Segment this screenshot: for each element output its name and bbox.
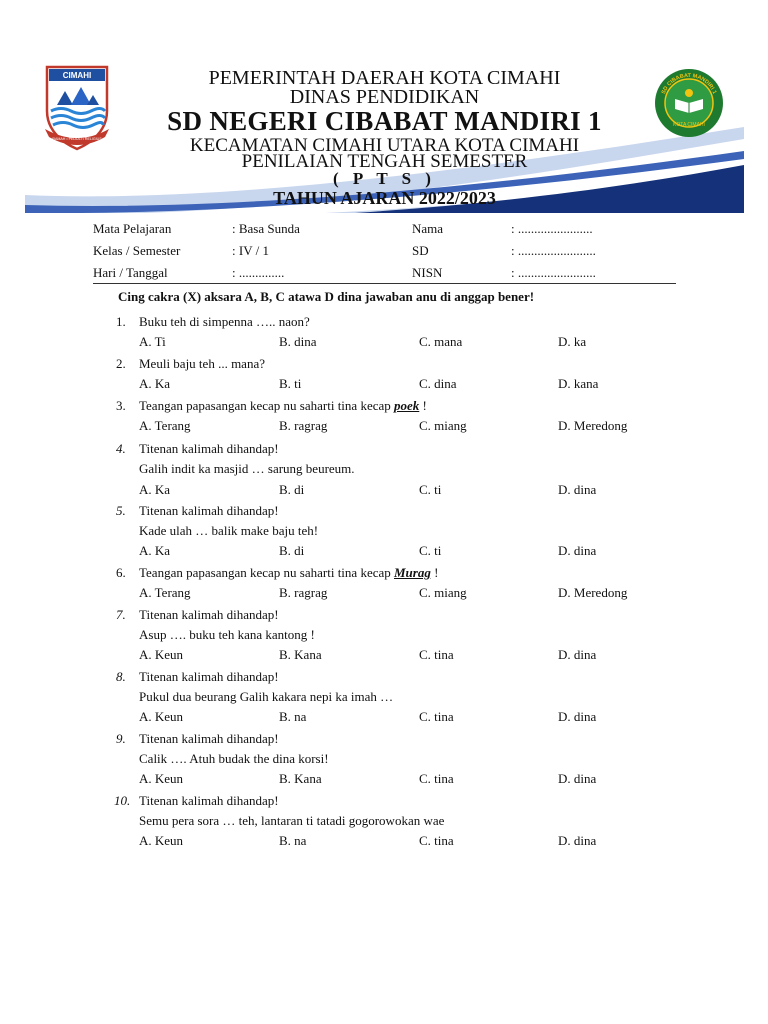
letterhead (25, 55, 744, 213)
question-sentence: Asup …. buku teh kana kantong ! (139, 627, 315, 642)
option-d[interactable]: D. dina (558, 482, 597, 497)
question-prompt: Teangan papasangan kecap nu saharti tina kecap (139, 398, 394, 413)
question-5 (116, 503, 676, 563)
logo-right-top-text: SD CIBABAT MANDIRI 1 (660, 72, 718, 96)
option-b[interactable]: B. ti (279, 376, 302, 391)
school-label: SD (412, 243, 429, 258)
option-d[interactable]: D. dina (558, 833, 597, 848)
question-sentence: Kade ulah … balik make baju teh! (139, 523, 319, 538)
answer-options (116, 585, 676, 605)
question-number: 3. (116, 398, 126, 413)
logo-right-bottom-text: KOTA CIMAHI (673, 122, 705, 128)
option-c[interactable]: C. tina (419, 709, 454, 724)
info-row-class (93, 243, 676, 265)
keyword: poek (394, 398, 420, 413)
question-4 (116, 441, 676, 502)
option-a[interactable]: A. Ti (139, 334, 166, 349)
subject-label: Mata Pelajaran (93, 221, 172, 236)
question-number: 9. (116, 731, 126, 746)
option-b[interactable]: B. ragrag (279, 418, 328, 433)
question-prompt: Teangan papasangan kecap nu saharti tina kecap (139, 565, 394, 580)
question-text: Titenan kalimah dihandap! (139, 503, 279, 518)
option-c[interactable]: C. tina (419, 647, 454, 662)
option-b[interactable]: B. na (279, 833, 307, 848)
question-9 (116, 731, 676, 791)
district-name: KECAMATAN CIMAHI UTARA KOTA CIMAHI (189, 135, 580, 156)
question-text: Meuli baju teh ... mana? (139, 356, 265, 371)
question-text: Titenan kalimah dihandap! (139, 793, 279, 808)
answer-options (116, 482, 676, 502)
divider-line (93, 283, 676, 284)
question-2 (116, 356, 676, 396)
nisn-label: NISN (412, 265, 443, 280)
option-a[interactable]: A. Terang (139, 585, 191, 600)
option-d[interactable]: D. Meredong (558, 585, 628, 600)
question-number: 10. (114, 793, 131, 808)
question-text: Buku teh di simpenna ….. naon? (139, 314, 310, 329)
option-c[interactable]: C. mana (419, 334, 463, 349)
question-text: Titenan kalimah dihandap! (139, 607, 279, 622)
class-value: : IV / 1 (232, 243, 269, 258)
question-number: 7. (116, 607, 126, 622)
option-b[interactable]: B. Kana (279, 771, 322, 786)
question-text: Titenan kalimah dihandap! (139, 731, 279, 746)
answer-options (116, 709, 676, 729)
question-number: 6. (116, 565, 126, 580)
logo-left-title: CIMAHI (62, 71, 92, 80)
question-number: 4. (116, 441, 126, 456)
school-name: SD NEGERI CIBABAT MANDIRI 1 (167, 106, 602, 136)
question-text: Titenan kalimah dihandap! (139, 441, 279, 456)
option-a[interactable]: A. Ka (139, 376, 171, 391)
date-field[interactable]: : .............. (232, 265, 285, 280)
subject-value: : Basa Sunda (232, 221, 300, 236)
class-label: Kelas / Semester (93, 243, 181, 258)
option-a[interactable]: A. Ka (139, 482, 171, 497)
government-name: PEMERINTAH DAERAH KOTA CIMAHI (208, 67, 561, 89)
option-c[interactable]: C. ti (419, 543, 442, 558)
question-3 (116, 398, 676, 438)
option-b[interactable]: B. Kana (279, 647, 322, 662)
option-a[interactable]: A. Ka (139, 543, 171, 558)
option-b[interactable]: B. di (279, 482, 305, 497)
keyword: Murag (394, 565, 431, 580)
question-suffix: ! (419, 398, 427, 413)
option-b[interactable]: B. ragrag (279, 585, 328, 600)
exam-title: PENILAIAN TENGAH SEMESTER (241, 151, 528, 172)
option-b[interactable]: B. di (279, 543, 305, 558)
question-number: 2. (116, 356, 126, 371)
option-b[interactable]: B. na (279, 709, 307, 724)
student-info (93, 221, 676, 287)
option-d[interactable]: D. Meredong (558, 418, 628, 433)
answer-options (116, 418, 676, 438)
school-field[interactable]: : ........................ (511, 243, 596, 258)
option-c[interactable]: C. tina (419, 771, 454, 786)
question-number: 1. (116, 314, 126, 329)
question-text (139, 398, 676, 418)
option-c[interactable]: C. ti (419, 482, 442, 497)
name-label: Nama (412, 221, 444, 236)
option-c[interactable]: C. miang (419, 585, 467, 600)
option-d[interactable]: D. dina (558, 543, 597, 558)
option-d[interactable]: D. dina (558, 771, 597, 786)
option-c[interactable]: C. tina (419, 833, 454, 848)
question-text: Titenan kalimah dihandap! (139, 669, 279, 684)
question-sentence: Semu pera sora … teh, lantaran ti tatadi gogorowokan wae (139, 813, 445, 828)
date-label: Hari / Tanggal (93, 265, 168, 280)
question-6 (116, 565, 676, 605)
instructions: Cing cakra (X) aksara A, B, C atawa D dina jawaban anu di anggap bener! (118, 289, 535, 304)
option-c[interactable]: C. dina (419, 376, 457, 391)
answer-options (116, 543, 676, 563)
question-1 (116, 314, 676, 354)
option-d[interactable]: D. dina (558, 647, 597, 662)
academic-year: TAHUN AJARAN 2022/2023 (273, 188, 496, 208)
option-d[interactable]: D. ka (558, 334, 587, 349)
question-suffix: ! (430, 565, 439, 580)
option-a[interactable]: A. Keun (139, 833, 184, 848)
option-c[interactable]: C. miang (419, 418, 467, 433)
option-d[interactable]: D. kana (558, 376, 599, 391)
answer-options (116, 771, 676, 791)
option-a[interactable]: A. Terang (139, 418, 191, 433)
name-field[interactable]: : ....................... (511, 221, 593, 236)
option-d[interactable]: D. dina (558, 709, 597, 724)
answer-options (116, 647, 676, 667)
question-number: 8. (116, 669, 126, 684)
answer-options (116, 833, 676, 853)
question-text (139, 565, 676, 585)
question-sentence: Pukul dua beurang Galih kakara nepi ka imah … (139, 689, 394, 704)
question-10 (116, 793, 676, 853)
exam-abbreviation: ( P T S ) (333, 169, 436, 188)
answer-options (116, 334, 676, 354)
question-7 (116, 607, 676, 667)
answer-options (116, 376, 676, 396)
option-a[interactable]: A. Keun (139, 709, 184, 724)
question-8 (116, 669, 676, 729)
question-number: 5. (116, 503, 126, 518)
question-sentence: Calik …. Atuh budak the dina korsi! (139, 751, 329, 766)
nisn-field[interactable]: : ........................ (511, 265, 596, 280)
info-row-subject (93, 221, 676, 243)
question-sentence: Galih indit ka masjid … sarung beureum. (139, 461, 355, 476)
option-a[interactable]: A. Keun (139, 647, 184, 662)
option-a[interactable]: A. Keun (139, 771, 184, 786)
option-b[interactable]: B. dina (279, 334, 317, 349)
department-name: DINAS PENDIDIKAN (289, 86, 480, 108)
logo-left-ribbon-text: RAMAH • PEDULI • RELIGIUS (52, 137, 102, 141)
